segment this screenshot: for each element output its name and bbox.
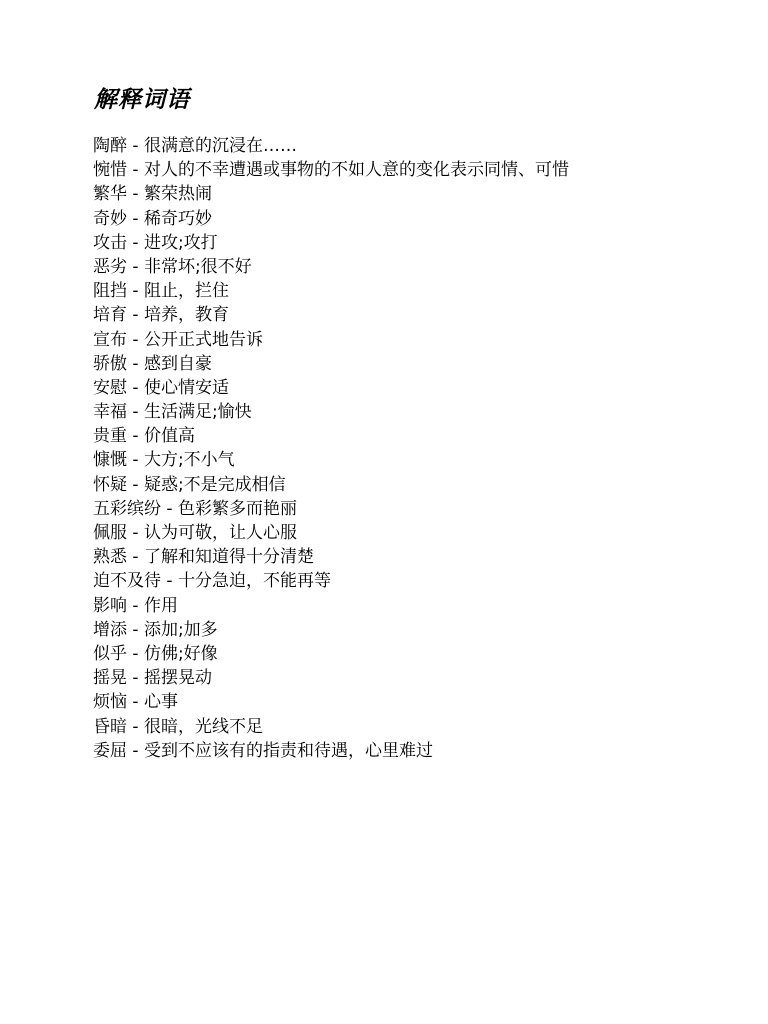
definition-entry: 幸福 - 生活满足;愉快 — [93, 402, 252, 423]
definition-entry: 熟悉 - 了解和知道得十分清楚 — [93, 547, 314, 568]
definition-list — [93, 134, 713, 763]
definition-entry: 影响 - 作用 — [93, 595, 178, 616]
definition-entry: 五彩缤纷 - 色彩繁多而艳丽 — [93, 498, 297, 519]
definition-entry: 委屈 - 受到不应该有的指责和待遇，心里难过 — [93, 740, 433, 761]
definition-entry: 繁华 - 繁荣热闹 — [93, 184, 212, 205]
definition-entry: 佩服 - 认为可敬，让人心服 — [93, 523, 297, 543]
definition-entry: 安慰 - 使心情安适 — [93, 377, 229, 398]
definition-entry: 宣布 - 公开正式地告诉 — [93, 329, 263, 350]
definition-entry: 贵重 - 价值高 — [93, 426, 195, 447]
document-title: 解释词语 — [94, 86, 190, 113]
definition-entry: 怀疑 - 疑惑;不是完成相信 — [93, 474, 286, 495]
definition-entry: 恶劣 - 非常坏;很不好 — [93, 256, 252, 277]
definition-entry: 培育 - 培养，教育 — [93, 305, 229, 326]
definition-entry: 昏暗 - 很暗，光线不足 — [93, 716, 263, 737]
definition-entry: 骄傲 - 感到自豪 — [93, 353, 212, 374]
definition-entry: 迫不及待 - 十分急迫，不能再等 — [93, 571, 331, 592]
definition-entry: 似乎 - 仿佛;好像 — [93, 643, 218, 664]
definition-entry: 惋惜 - 对人的不幸遭遇或事物的不如人意的变化表示同情、可惜 — [93, 160, 569, 181]
definition-entry: 慷慨 - 大方;不小气 — [93, 450, 235, 471]
definition-entry: 阻挡 - 阻止，拦住 — [93, 281, 229, 302]
definition-entry: 攻击 - 进攻;攻打 — [93, 232, 218, 253]
definition-entry: 陶醉 - 很满意的沉浸在…… — [93, 136, 297, 156]
definition-entry: 奇妙 - 稀奇巧妙 — [93, 208, 212, 229]
definition-entry: 烦恼 - 心事 — [93, 692, 178, 713]
definition-entry: 摇晃 - 摇摆晃动 — [93, 668, 212, 689]
definition-entry: 增添 - 添加;加多 — [93, 619, 218, 640]
